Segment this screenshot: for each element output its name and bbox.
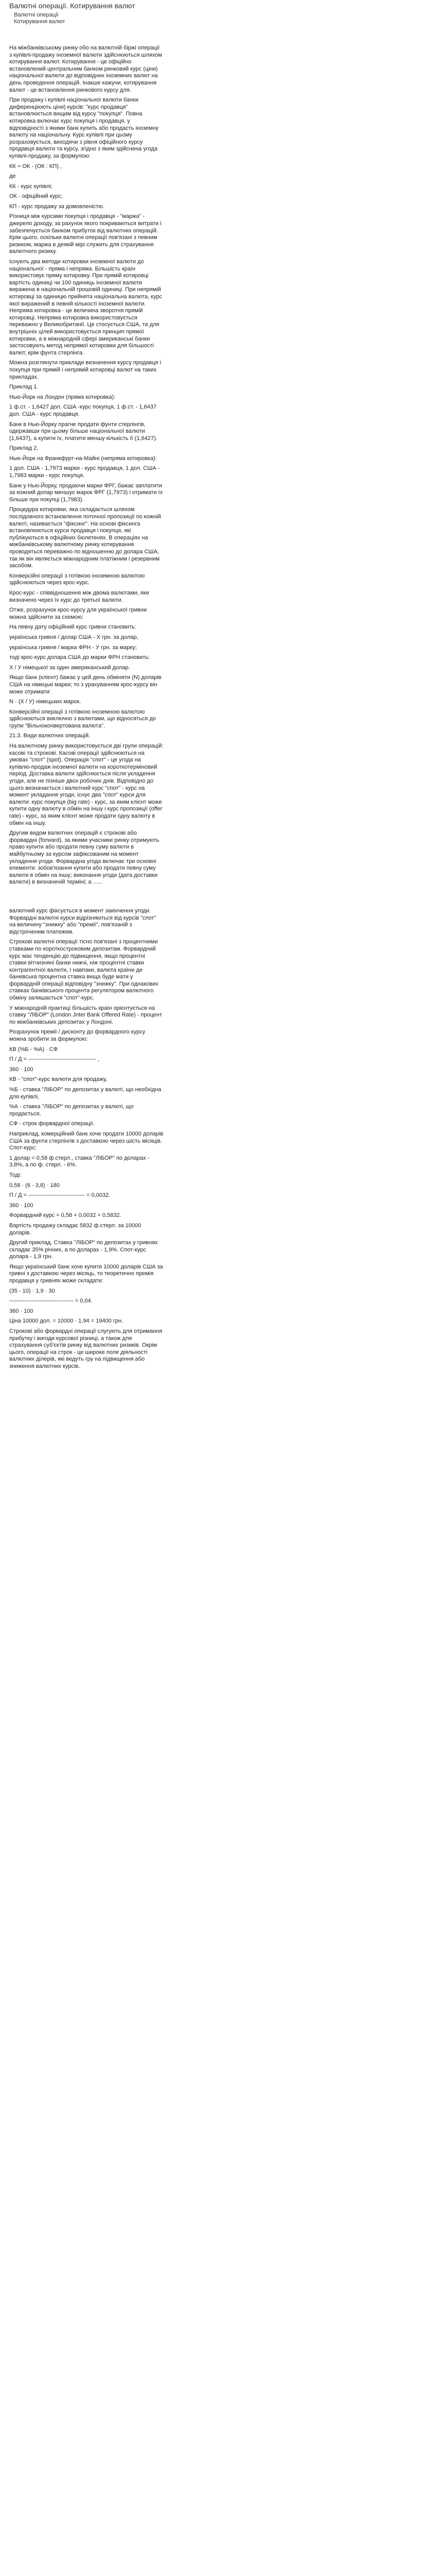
article-paragraph: Ціна 10000 дол. = 10000 · 1,94 = 19400 грн. bbox=[9, 1318, 123, 1325]
article-paragraph: Існують два методи котировки іноземної валюти до національної - пряма і непряма. Більшість країн використовує пряму котировку. При прямій котировці вартість одиниці чи 100 одиниць іноземної валюти виражена в національній грошовій одиниці. При непрямій котировці за одиницю прийнята національна валюта, курс якої виражений в певній кількості іноземної валюти. Непряма котировка - це величина зворотня прямій котировці. Непряма котировка використовується переважно у Великобританії. Це стосується США, та для внутрішніх цілей використовується принцип прямої котировки, а в міжнародній сфері американські банки застосовують метод непрямої котировки для більшості валют, крім фунта стерлінга. bbox=[9, 259, 162, 356]
article-paragraph: Конверсійні операції з готівкою іноземною валютою здійснюються через крос-курс. bbox=[9, 572, 145, 586]
article-paragraph: Наприклад, комерційний банк хоче продати 10000 доларів США за фунти стерлінгів з доставкою через шість місяців. Спот-курс: bbox=[9, 1130, 164, 1151]
article-paragraph: Процедура котировки, яка складається шляхом послідовного встановлення поточної пропозиції по кожній валюті, називається "фіксинг". На основі фіксинга встановлюються курси продавця і покупця, які публікуються в офіційних бюлетенях. В операціях на міжбанківському валютному ринку котирування проводяться переважно по відношенню до долара США, так як він являється міжнародним платіжним і резервним засобом. bbox=[9, 506, 161, 569]
article-paragraph: На певну дату офіційний курс гривни становить: bbox=[9, 624, 136, 631]
article-paragraph: ---------------------------------- = 0,04. bbox=[9, 1298, 93, 1304]
article-paragraph: українська гривня / долар США - Х грн. за долар, bbox=[9, 634, 138, 640]
breadcrumb bbox=[14, 12, 164, 25]
article-paragraph: Форвардний курс = 0,58 + 0,0032 = 0,5832. bbox=[9, 1212, 121, 1219]
article-paragraph: Строкові валютні операції тісно пов'язані з процентними ставками по короткостроковим депозитам. Форвардний курс має тенденцію до підвищення, якщо процентні ставки вітчизняні банки нижчі, ніж процентні ставки контрагентної валюти, І навпаки, валюта країни де банківська процентна ставка вища буде мати у форвардній операції відповідну "знижку". При однакових ставках банківського процента регулятором валютного обміну залишається "спот"-курс. bbox=[9, 939, 159, 1002]
article-paragraph: У міжнародній практиці більшість країн орієнтується на ставку "ЛІБОР" (London Jnter Bank Offered Rate) - процент по міжбанківських депозитах у Лондоні. bbox=[9, 1005, 162, 1025]
article-paragraph: Конверсійні операції з готівкою іноземною валютою здійснюються виключно з валютами, що відносяться до групи "Вільноконвертована валюта". bbox=[9, 708, 156, 729]
article-paragraph: Отже, розрахунок крос-курсу для української гривни можна здійснити за схемою: bbox=[9, 607, 147, 620]
article-paragraph: Банк в Нью-Йорку прагне продати фунти стерлінгів, одержавши при цьому більше національної валюти (1,6437), а купити їх, платити меншу кількість її (1,6427). bbox=[9, 421, 158, 442]
article-paragraph: Приклад 1. bbox=[9, 384, 39, 391]
article-paragraph: Нью-Йорк на Лондон (пряма котировка): bbox=[9, 394, 116, 400]
article-paragraph: 360 · 100 bbox=[9, 1308, 33, 1314]
article-paragraph: Строкові або форвардні операції слугують для отримання прибутку і вигоди курсової різниці, а також для страхування суб'єктів ринку від валютних ризиків. Окрім цього, операції на строк - це широке поле діяльності валютних ділерів, які ведуть гру на підвищення або зниження валютних курсів. bbox=[9, 1328, 163, 1369]
article-paragraph: КВ (%Б - %А) · СФ bbox=[9, 1046, 58, 1053]
article-paragraph: КК = ОК - (ОК : КП) , bbox=[9, 163, 62, 170]
article-paragraph: Приклад 2. bbox=[9, 445, 39, 452]
article-paragraph: Розрахунок премії / дисконту до форвардного курсу можна зробити за формулою: bbox=[9, 1029, 146, 1043]
article-paragraph: Вартість продажу складає 5832 ф.стерл. за 10000 доларів. bbox=[9, 1222, 142, 1236]
article-paragraph: валютний курс фіксується в момент закінчення угоди. Форвардні валютні курси відрізняються від курсів "спот" на величину "знижку" або "премії", пов'язаній з відстроченим платежем. bbox=[9, 907, 156, 935]
article-paragraph: Тоді: bbox=[9, 1172, 22, 1178]
article-paragraph: Нью-Йорк на Франкфурт-на-Майні (непряма котировка): bbox=[9, 455, 157, 462]
article-paragraph: Якщо український банк хоче купити 10000 доларів США за гривні з доставкою через місяць, то теоретично премія продавця у гривнях може складати: bbox=[9, 1263, 163, 1284]
article-paragraph: тоді крос-курс долара США до марки ФРН становить: bbox=[9, 654, 150, 661]
article-paragraph: П / Д = ------------------------------ = 0,0032. bbox=[9, 1192, 111, 1199]
article-paragraph: На валютному ринку використовується дві групи операцій: касові та строкові. Касові операції здійснюються на умовах "спот" (spot). Операція "спот" - це угода на купівлю-продаж іноземної валюти на короткотерміновий період. Доставка валюти здійснюється після укладення угоди, але не пізніше двох робочих днів. Відповідно до цього визначається і валютний курс "спот" - курс на момент укладання угоди, існує два "спот" курси для валюти: курс покупця (big rate) - курс, за яким клієнт може купити одну валюту в обмін на іншу і курс пропозиції (offer rate) - курс, за яким клієнт може продати одну валюту в обмін на іншу. bbox=[9, 743, 164, 826]
breadcrumb-item[interactable]: Валютні операції bbox=[14, 12, 59, 18]
article-body-part-1 bbox=[9, 45, 164, 886]
article-paragraph: N · (Х / У) німецьких марок. bbox=[9, 699, 81, 705]
page-title: Валютні операції. Котирування валют bbox=[9, 2, 135, 10]
article-paragraph: Х / У німецької за один американський долар. bbox=[9, 664, 130, 671]
article-paragraph: 21.3. Види валютних операцій. bbox=[9, 733, 91, 739]
article-paragraph: КП - курс продажу за домовленістю. bbox=[9, 203, 104, 210]
article-paragraph: Різниця між курсами покупця і продавця - "маржа" - джерело доходу, за рахунок якого покриваються витрати і забезпечується банком прибуток від валютних операцій. Крім цього, оскільки валютні операції пов'язані з певним ризиком, маржа в деякій мірі служить для страхування валютного ризику. bbox=[9, 213, 162, 255]
article-paragraph: Другий приклад. Ставка "ЛІБОР" по депозитах у гривнях складає 35% річних, а по доларах - 1,9%. Спот-курс долара - 1,9 грн. bbox=[9, 1240, 158, 1260]
article-paragraph: Якщо банк (клієнт) бажає у цей день обміняти (N) доларів США на німецькі марки; то з урахуванням крос-курсу він може отримати: bbox=[9, 674, 162, 695]
article-paragraph: 1 ф.ст. - 1,6427 дол. США -курс покупця, 1 ф.ст. - 1,6437 дол. США - курс продавця. bbox=[9, 404, 156, 417]
article-paragraph: 1 дол. США - 1,7973 марки - курс продавця, 1 дол. США - 1,7983 марки - курс покупця. bbox=[9, 465, 160, 479]
article-paragraph: КК - курс купівлі; bbox=[9, 183, 53, 190]
article-paragraph: %Б - ставка "ЛІБОР" по депозитах у валюті, що необхідна для купівлі, bbox=[9, 1087, 162, 1100]
article-paragraph: При продажу і купівлі національної валюти банки диференціюють ціни) курсів: "курс продавця" встановлюється вищим від курсу "покупця". Повна котировка включає курс покупця і продавця, у відповідності з якими банк купить або продасть іноземну валюту на національну. Курс купівлі при цьому розраховується, виходячи з рівня офіційного курсу продавця валюти та курсу, згідно з яким здійснена угода купівлі-продажу, за формулою: bbox=[9, 97, 159, 159]
breadcrumb-item[interactable]: Котирування валют bbox=[14, 19, 65, 25]
page-content bbox=[0, 0, 173, 1370]
article-paragraph: СФ - строк форвардної операції. bbox=[9, 1121, 95, 1127]
article-paragraph: українська гривня / марка ФРН - У грн. за марку; bbox=[9, 644, 137, 651]
article-paragraph: Банк у Нью-Йорку, продаючи марки ФРГ, бажає заплатити за кожний долар меншує марок ФРГ (1,7973) і отримати їх більше при покупці (1,7983). bbox=[9, 482, 163, 503]
article-paragraph: ОК - офіційний курс; bbox=[9, 193, 63, 200]
article-paragraph: 1 долар = 0,58 ф.стерл., ставка "ЛІБОР" по доларах - 3,8%, а по ф. стерл. - 6%. bbox=[9, 1155, 150, 1168]
article-paragraph: Крос-курс - співвідношення між двома валютами, яке визначено через їх курс до третьої валюти. bbox=[9, 589, 149, 603]
article-body-part-2 bbox=[9, 908, 164, 1370]
article-paragraph: 360 · 100 bbox=[9, 1202, 33, 1209]
article-paragraph: КВ - "спот"-курс валюти для продажу, bbox=[9, 1076, 108, 1083]
article-paragraph: %А - ставка "ЛІБОР" по депозитах у валюті, що продається, bbox=[9, 1104, 134, 1117]
article-paragraph: де bbox=[9, 173, 16, 180]
article-paragraph: П / Д = ------------------------------------ , bbox=[9, 1056, 100, 1063]
article-paragraph: Можна розглянути приклади визначення курсу продавця і покупця при прямій і непрямій котировці валют на таких прикладах. bbox=[9, 360, 161, 380]
article-paragraph: Другим видом валютних операцій є строкові або форвардні (forward), за якими учасники ринку отримують право купити або продати певну суму валюти в майбутньому за курсом зафіксованим на момент укладення угоди. Форвардна угода включає три основні елементи: зобов'язання купити або продати певну суму валюти в обмін на іншу; виконання угоди (дата доставки валюти) в визначеній терміні; а ...... bbox=[9, 830, 160, 886]
article-paragraph: (35 - 10) · 1,9 · 30 bbox=[9, 1287, 55, 1294]
article-paragraph: 0,58 · (6 - 3,8) · 180 bbox=[9, 1182, 60, 1189]
article-paragraph: На міжбанківському ринку обо на валютній біржі операції з купівлі-продажу іноземної валюти здійснюються шляхом котирування валют. Котирування - це офіційно встановлений центральним банком ринковий курс (ціни) національної валюти до відповідних іноземних валют на день проведення операцій. Інакше кажучи, котирування валют - це встановлення ринкового курсу для. bbox=[9, 45, 162, 93]
article-paragraph: 360 · 100 bbox=[9, 1066, 33, 1073]
blank-gap bbox=[9, 889, 164, 908]
